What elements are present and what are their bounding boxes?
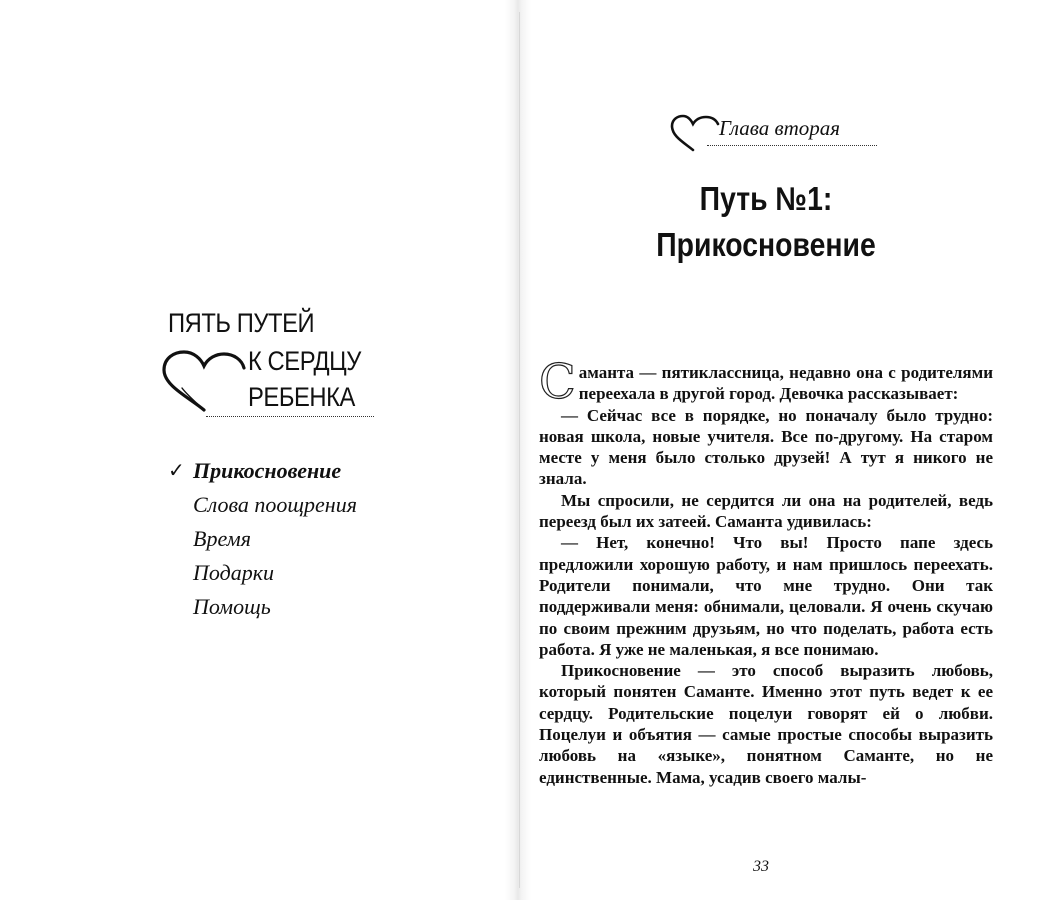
chapter-body-text	[539, 354, 993, 788]
drop-cap-letter: С	[539, 354, 576, 410]
heart-outline-icon	[669, 114, 721, 154]
ways-list-item-label: Помощь	[193, 594, 271, 619]
heart-outline-icon	[160, 350, 250, 416]
book-title-line-2: К СЕРДЦУ	[248, 346, 361, 376]
page-number: 33	[753, 858, 769, 875]
left-page	[0, 0, 505, 900]
body-paragraph: Саманта — пятиклассница, недавно она с родителями переехала в другой город. Девочка рассказывает:	[539, 354, 993, 410]
body-paragraph: Прикосновение — это способ выразить любовь, который понятен Саманте. Именно этот путь ведет к ее сердцу. Родительские поцелуи говорят ей о любви. Поцелуи и объятия — самые простые способы выразить любовь на «языке», понятном Саманте, но не единственные. Мама, усадив своего малы-	[539, 661, 993, 787]
ways-list-item-words	[168, 488, 357, 522]
ways-list-item-label: Слова поощрения	[193, 492, 357, 517]
right-page	[531, 0, 1048, 900]
ways-list-item-gifts	[168, 556, 357, 590]
checkmark-icon: ✓	[168, 460, 185, 482]
chapter-dotted-rule	[707, 145, 877, 146]
body-paragraph: Мы спросили, не сердится ли она на родителей, ведь переезд был их затеей. Саманта удивилась:	[539, 490, 993, 532]
chapter-label	[669, 110, 879, 150]
ways-list-item-label: Подарки	[193, 560, 275, 585]
title-dotted-rule	[206, 416, 374, 417]
ways-list-item-label: Прикосновение	[193, 458, 342, 483]
chapter-title	[616, 176, 917, 268]
gutter-fold-line	[519, 12, 520, 888]
body-paragraph: — Нет, конечно! Что вы! Просто папе здесь предложили хорошую работу, и нам пришлось переехать. Родители понимали, что мне трудно. Они так поддерживали меня: обнимали, целовали. Я очень скучаю по своим прежним друзьям, но что поделать, работа есть работа. Я уже не маленькая, я все понимаю.	[539, 533, 993, 659]
ways-list-item-help	[168, 590, 357, 624]
ways-list-item-label: Время	[193, 526, 251, 551]
ways-list-item-time	[168, 522, 357, 556]
ways-list	[168, 454, 357, 624]
book-title-line-3: РЕБЕНКА	[248, 382, 355, 412]
book-title-line-1: ПЯТЬ ПУТЕЙ	[168, 308, 315, 338]
chapter-title-line-1: Путь №1:	[699, 180, 833, 217]
page-gutter	[505, 0, 531, 900]
chapter-title-line-2: Прикосновение	[656, 226, 876, 263]
ways-list-item-touch	[168, 454, 357, 488]
chapter-label-text: Глава вторая	[719, 116, 841, 140]
book-title-block	[160, 306, 420, 421]
body-paragraph: — Сейчас все в порядке, но поначалу было трудно: новая школа, новые учителя. Все по-другому. На старом месте у меня было столько друзей! А тут я никого не знала.	[539, 405, 993, 489]
